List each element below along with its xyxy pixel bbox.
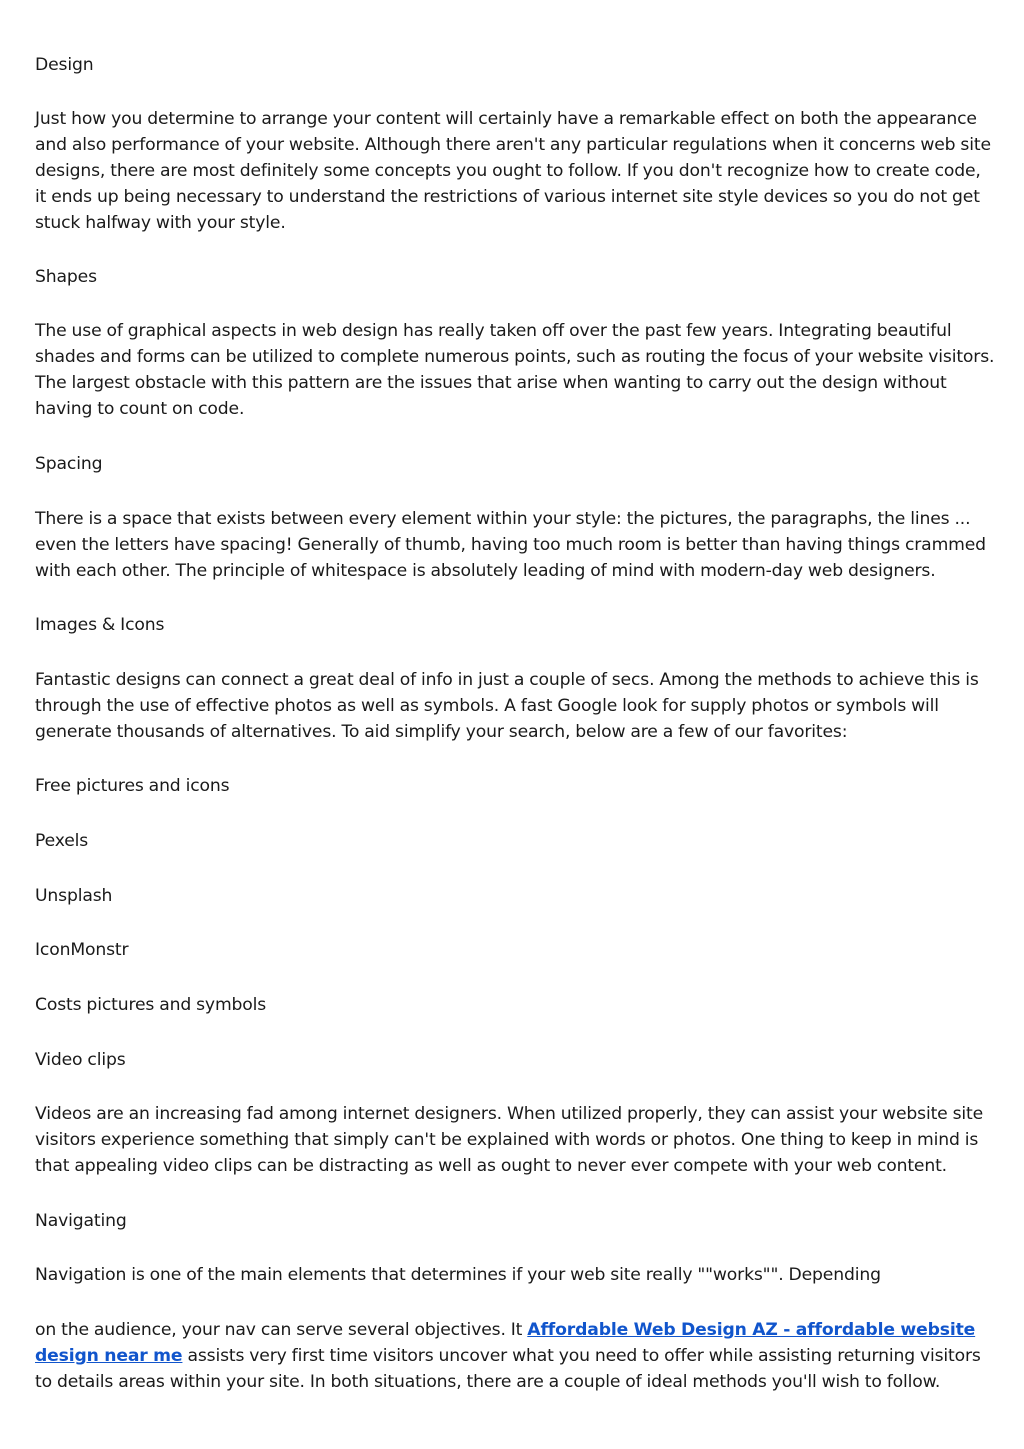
- final-paragraph-end: assists very first time visitors uncover what you need to offer while assisting returning visitors to details areas within your site. In both situations, there are a couple of ideal methods you'll wish to follow.: [35, 1346, 981, 1392]
- list-item: Unsplash: [35, 886, 113, 906]
- navigation-paragraph: Navigation is one of the main elements that determines if your web site really ""works"". Depending: [35, 1265, 881, 1285]
- list-item: Costs pictures and symbols: [35, 995, 267, 1015]
- images-icons-heading: Images & Icons: [35, 615, 165, 635]
- video-clips-paragraph: Videos are an increasing fad among internet designers. When utilized properly, they can assist your website site visitors experience something that simply can't be explained with words or photos. One thing to keep in mind is that appealing video clips can be distracting as well as ought to never ever compete with your web content.: [35, 1104, 984, 1176]
- shapes-heading: Shapes: [35, 267, 97, 287]
- spacing-heading: Spacing: [35, 454, 103, 474]
- design-paragraph: Just how you determine to arrange your content will certainly have a remarkable effect on both the appearance and also performance of your website. Although there aren't any particular regulations when it concerns web site designs, there are most definitely some concepts you ought to follow. If you don't recognize how to create code, it ends up being necessary to understand the restrictions of various internet site style devices so you do not get stuck halfway with your style.: [35, 109, 991, 233]
- final-paragraph: [35, 1317, 995, 1395]
- design-heading: Design: [35, 55, 94, 75]
- list-item: Pexels: [35, 831, 89, 851]
- list-item: Free pictures and icons: [35, 776, 230, 796]
- images-icons-paragraph: Fantastic designs can connect a great deal of info in just a couple of secs. Among the methods to achieve this is through the use of effective photos as well as symbols. A fast Google look for supply photos or symbols will generate thousands of alternatives. To aid simplify your search, below are a few of our favorites:: [35, 670, 979, 742]
- list-item: IconMonstr: [35, 940, 129, 960]
- navigating-heading: Navigating: [35, 1211, 127, 1231]
- shapes-paragraph: The use of graphical aspects in web design has really taken off over the past few years. Integrating beautiful shades and forms can be utilized to complete numerous points, such as routing the focus of your website visitors. The largest obstacle with this pattern are the issues that arise when wanting to carry out the design without having to count on code.: [35, 321, 995, 419]
- spacing-paragraph: There is a space that exists between every element within your style: the pictures, the paragraphs, the lines ... even the letters have spacing! Generally of thumb, having too much room is better than having things crammed with each other. The principle of whitespace is absolutely leading of mind with modern-day web designers.: [35, 509, 986, 581]
- final-paragraph-start: on the audience, your nav can serve several objectives. It: [35, 1320, 528, 1340]
- video-clips-heading: Video clips: [35, 1050, 126, 1070]
- affordable-web-design-link[interactable]: Affordable Web Design AZ - affordable website design near me: [35, 1320, 976, 1366]
